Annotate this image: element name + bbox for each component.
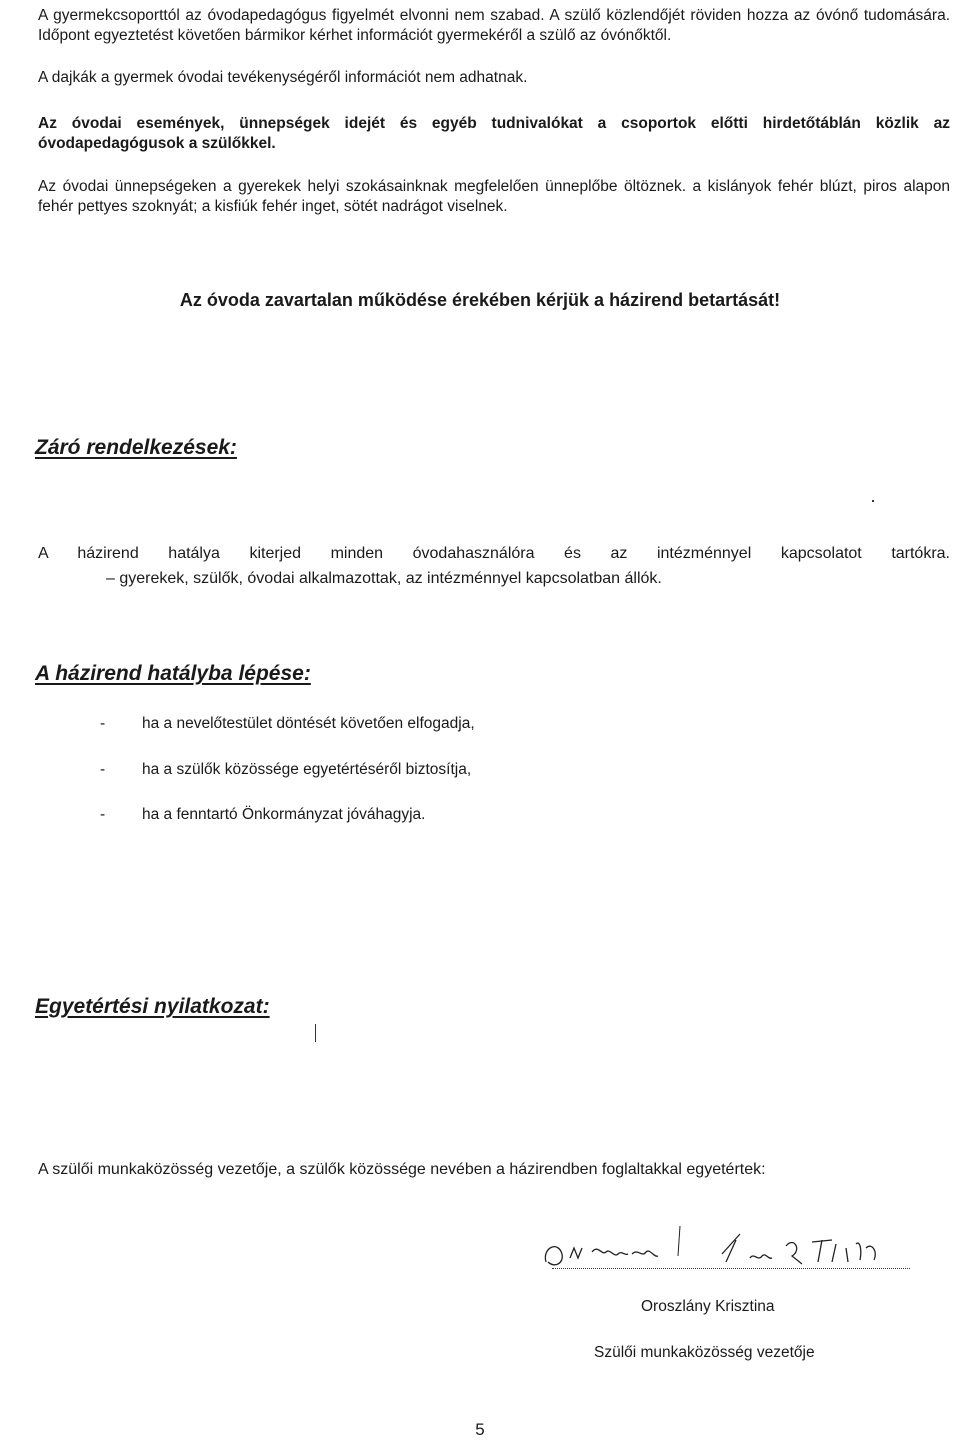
list-item: - ha a nevelőtestület döntését követően elfogadja, <box>100 715 475 732</box>
scan-speck <box>872 500 874 502</box>
list-item: - ha a fenntartó Önkormányzat jóváhagyja. <box>100 806 426 823</box>
paragraph-parent-communication: A gyermekcsoporttól az óvodapedagógus figyelmét elvonni nem szabad. A szülő közlendőjét röviden hozza az óvónő tudomására. Időpont egyeztetést követően bármikor kérhet információt gyermekéről a szülő az óvónőktől. <box>38 7 950 44</box>
page-number: 5 <box>475 1420 485 1439</box>
heading-closing-provisions: Záró rendelkezések: <box>35 436 237 459</box>
paragraph-nannies: A dajkák a gyermek óvodai tevékenységéről információt nem adhatnak. <box>38 69 528 86</box>
list-item: - ha a szülők közössége egyetértéséről biztosítja, <box>100 761 472 778</box>
agreement-statement: A szülői munkaközösség vezetője, a szülők közössége nevében a házirendben foglaltakkal egyetértek: <box>38 1161 766 1178</box>
signature-line <box>552 1268 910 1269</box>
closing-scope-line: A házirend hatálya kiterjed minden óvodahasználóra és az intézménnyel kapcsolatot tartókra. <box>38 545 950 562</box>
signer-role: Szülői munkaközösség vezetője <box>594 1344 815 1361</box>
scan-mark <box>315 1024 316 1042</box>
handwritten-signature <box>540 1218 920 1278</box>
signer-name: Oroszlány Krisztina <box>641 1298 775 1315</box>
heading-effective-date: A házirend hatályba lépése: <box>35 662 311 685</box>
paragraph-events: Az óvodai események, ünnepségek idejét és egyéb tudnivalókat a csoportok előtti hirdetőtáblán közlik az óvodapedagógusok a szülőkkel. <box>38 115 950 152</box>
paragraph-dress-code: Az óvodai ünnepségeken a gyerekek helyi szokásainknak megfelelően ünneplőbe öltöznek. a kislányok fehér blúzt, piros alapon fehér pettyes szoknyát; a kisfiúk fehér inget, sötét nadrágot viselnek. <box>38 178 950 215</box>
closing-parties-line: – gyerekek, szülők, óvodai alkalmazottak, az intézménnyel kapcsolatban állók. <box>106 570 662 587</box>
heading-agreement: Egyetértési nyilatkozat: <box>35 995 270 1018</box>
callout-rules: Az óvoda zavartalan működése érekében kérjük a házirend betartását! <box>179 290 781 310</box>
